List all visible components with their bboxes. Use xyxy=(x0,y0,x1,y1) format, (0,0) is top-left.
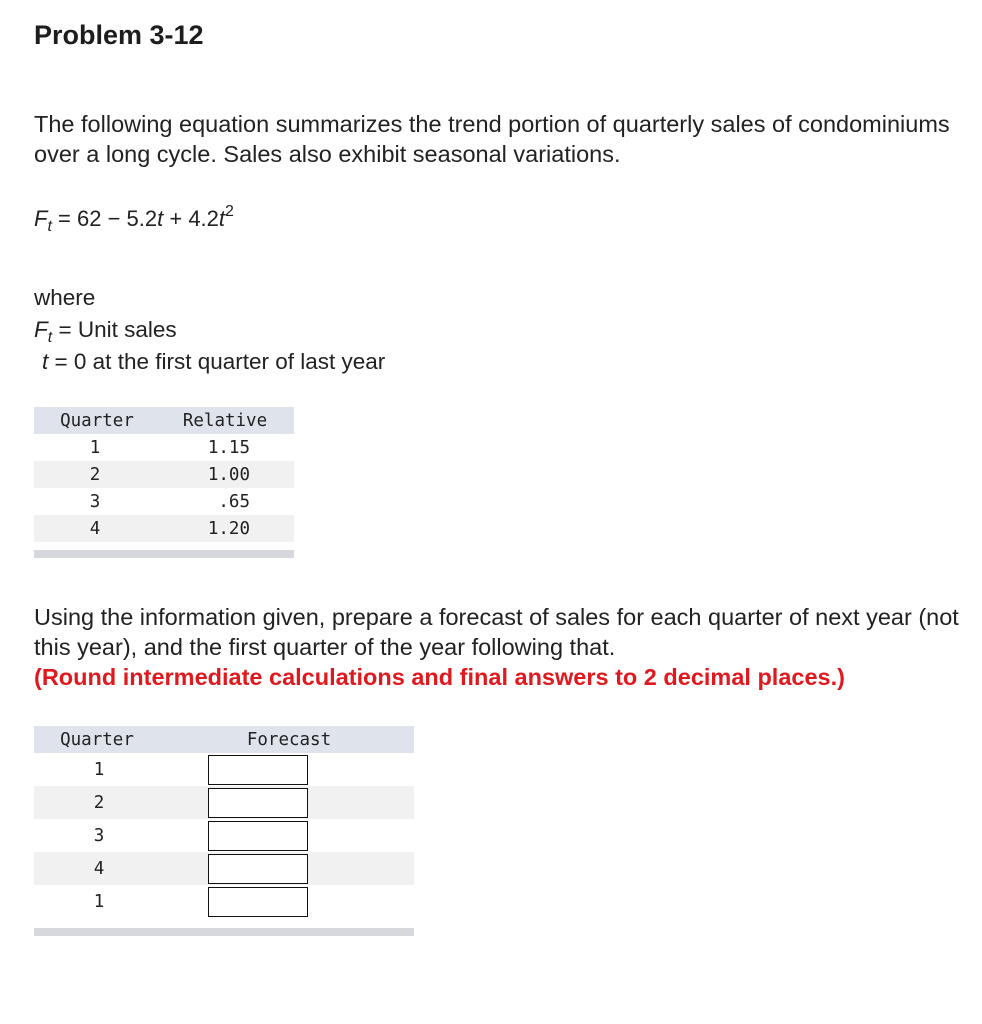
t-definition xyxy=(34,346,385,378)
table-row xyxy=(34,885,414,918)
quarter-cell: 2 xyxy=(89,464,101,485)
table-footer-bar xyxy=(34,550,294,558)
quarter-cell: 3 xyxy=(93,825,105,846)
f-def-var: F xyxy=(34,317,48,342)
table-row xyxy=(34,753,414,786)
instructions xyxy=(34,602,964,692)
variable-definitions xyxy=(34,282,385,378)
instructions-text: Using the information given, prepare a forecast of sales for each quarter of next year (not this year), and the first quarter of the year following that. xyxy=(34,604,959,660)
forecast-input-q3[interactable] xyxy=(208,821,308,851)
table-header xyxy=(34,726,414,753)
table-header xyxy=(34,407,294,434)
forecast-input-q1[interactable] xyxy=(208,755,308,785)
f-def-sub: t xyxy=(47,329,53,346)
where-label: where xyxy=(34,285,96,310)
equation-rhs-plus: + 4.2 xyxy=(163,206,219,231)
forecast-input-following-q1[interactable] xyxy=(208,887,308,917)
relative-cell: .65 xyxy=(218,491,250,512)
quarter-cell: 1 xyxy=(93,759,105,780)
equation-f-var: F xyxy=(34,206,48,231)
forecast-table xyxy=(34,726,414,936)
table-footer-bar xyxy=(34,928,414,936)
header-quarter: Quarter xyxy=(60,729,134,750)
f-definition xyxy=(34,314,385,346)
relative-cell: 1.20 xyxy=(207,518,250,539)
equation-rhs-const: = 62 − 5.2 xyxy=(58,206,158,231)
table-row xyxy=(34,819,414,852)
trend-equation xyxy=(34,203,234,235)
equation-f-subscript: t xyxy=(47,218,52,235)
seasonal-relatives-table xyxy=(34,407,294,558)
quarter-cell: 3 xyxy=(89,491,101,512)
problem-intro: The following equation summarizes the trend portion of quarterly sales of condominiums over a long cycle. Sales also exhibit seasonal variations. xyxy=(34,111,950,167)
quarter-cell: 4 xyxy=(93,858,105,879)
relative-cell: 1.15 xyxy=(207,437,250,458)
table-row xyxy=(34,434,294,461)
table-row xyxy=(34,786,414,819)
t-def-desc: = 0 at the first quarter of last year xyxy=(48,349,386,374)
quarter-cell: 1 xyxy=(89,437,101,458)
quarter-cell: 4 xyxy=(89,518,101,539)
table-row xyxy=(34,488,294,515)
page-title: Problem 3-12 xyxy=(34,20,204,50)
header-relative: Relative xyxy=(182,410,268,431)
table-row xyxy=(34,461,294,488)
forecast-input-q2[interactable] xyxy=(208,788,308,818)
equation-exponent: 2 xyxy=(225,203,234,220)
table-row xyxy=(34,852,414,885)
forecast-input-q4[interactable] xyxy=(208,854,308,884)
rounding-note: (Round intermediate calculations and final answers to 2 decimal places.) xyxy=(34,664,845,690)
equation-t1: t xyxy=(157,206,164,231)
header-forecast: Forecast xyxy=(246,729,332,750)
t-def-var: t xyxy=(42,349,49,374)
quarter-cell: 2 xyxy=(93,792,105,813)
f-def-desc: = Unit sales xyxy=(52,317,177,342)
quarter-cell: 1 xyxy=(93,891,105,912)
equation-t2: t xyxy=(218,206,226,231)
relative-cell: 1.00 xyxy=(207,464,250,485)
table-row xyxy=(34,515,294,542)
header-quarter: Quarter xyxy=(60,410,134,431)
